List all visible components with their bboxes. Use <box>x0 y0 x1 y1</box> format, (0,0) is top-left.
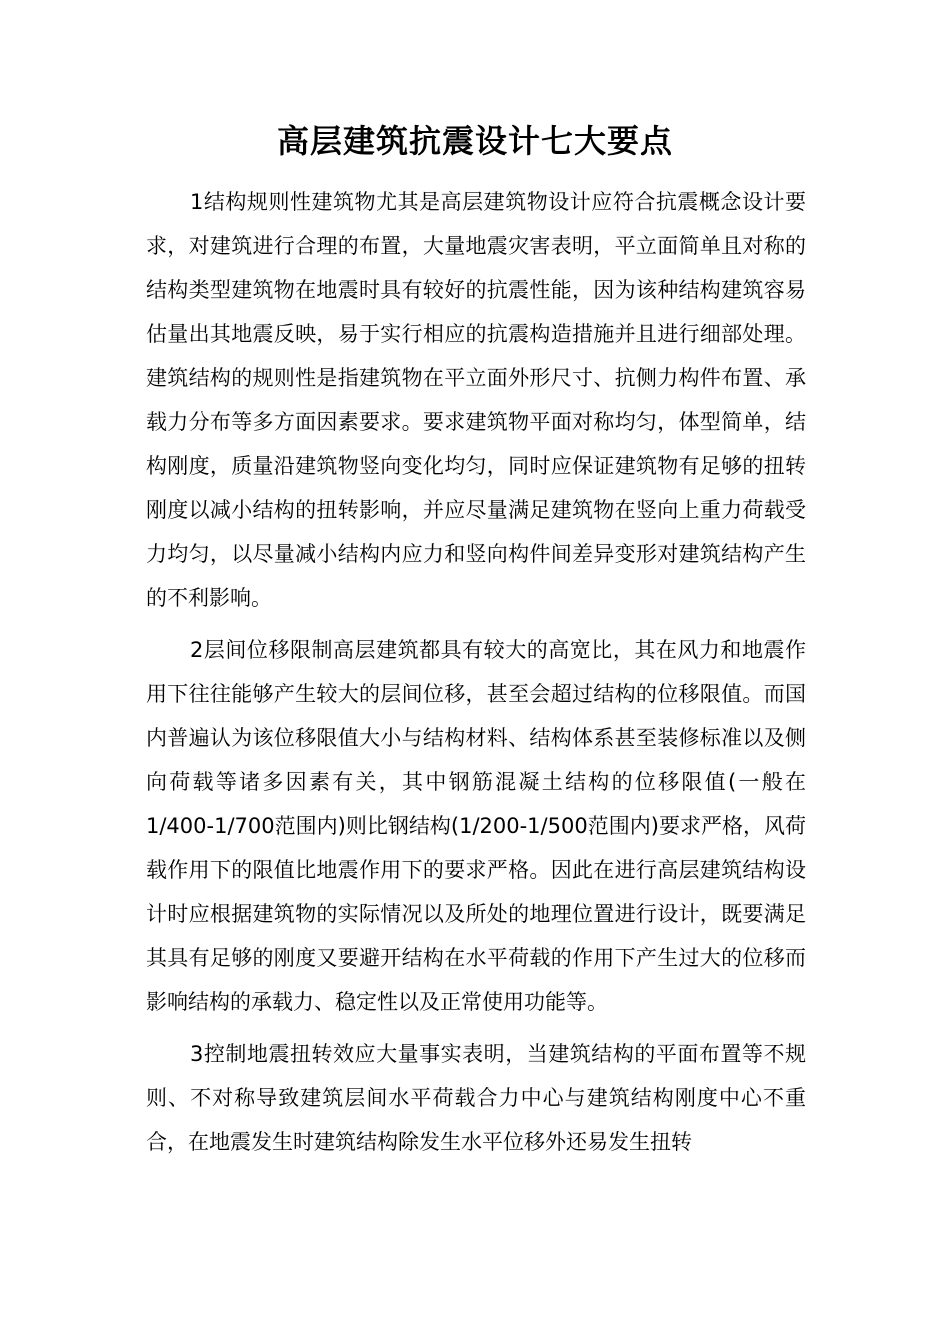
paragraph-torsion-control: 3控制地震扭转效应大量事实表明，当建筑结构的平面布置等不规则、不对称导致建筑层间水平荷载合力中心与建筑结构刚度中心不重合，在地震发生时建筑结构除发生水平位移外还易发生扭转 <box>146 1042 806 1154</box>
paragraph-structural-regularity: 1结构规则性建筑物尤其是高层建筑物设计应符合抗震概念设计要求，对建筑进行合理的布置，大量地震灾害表明，平立面简单且对称的结构类型建筑物在地震时具有较好的抗震性能，因为该种结构建筑容易估量出其地震反映，易于实行相应的抗震构造措施并且进行细部处理。建筑结构的规则性是指建筑物在平立面外形尺寸、抗侧力构件布置、承载力分布等多方面因素要求。要求建筑物平面对称均匀，体型简单，结构刚度，质量沿建筑物竖向变化均匀，同时应保证建筑物有足够的扭转刚度以减小结构的扭转影响，并应尽量满足建筑物在竖向上重力荷载受力均匀，以尽量减小结构内应力和竖向构件间差异变形对建筑结构产生的不利影响。 <box>146 190 806 610</box>
document-body <box>146 180 806 1172</box>
document-title: 高层建筑抗震设计七大要点 <box>276 122 673 160</box>
paragraph-interstory-drift: 2层间位移限制高层建筑都具有较大的高宽比，其在风力和地震作用下往往能够产生较大的层间位移，甚至会超过结构的位移限值。而国内普遍认为该位移限值大小与结构材料、结构体系甚至装修标准以及侧向荷载等诸多因素有关，其中钢筋混凝土结构的位移限值(一般在1/400-1/700范围内)则比钢结构(1/200-1/500范围内)要求严格，风荷载作用下的限值比地震作用下的要求严格。因此在进行高层建筑结构设计时应根据建筑物的实际情况以及所处的地理位置进行设计，既要满足其具有足够的刚度又要避开结构在水平荷载的作用下产生过大的位移而影响结构的承载力、稳定性以及正常使用功能等。 <box>146 638 806 1014</box>
